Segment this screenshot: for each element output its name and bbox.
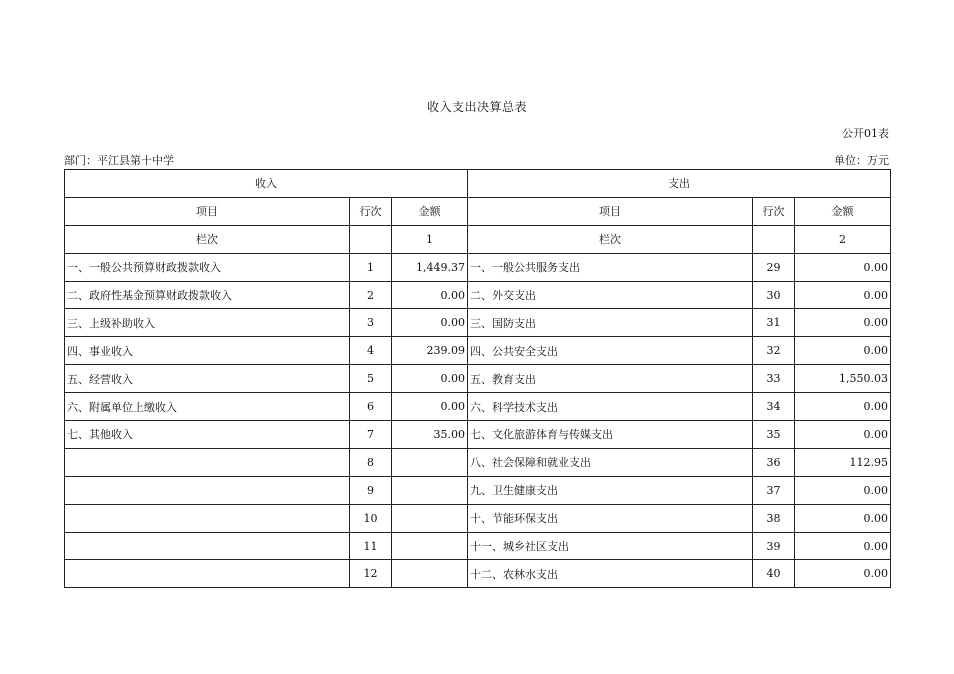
income-row-no-cell: 2 bbox=[350, 281, 392, 309]
department-label: 部门：平江县第十中学 bbox=[64, 154, 174, 167]
income-column-blank bbox=[350, 225, 392, 253]
expense-item-cell: 六、科学技术支出 bbox=[468, 393, 753, 421]
income-row-no-cell: 12 bbox=[350, 560, 392, 588]
income-row-no-cell: 1 bbox=[350, 253, 392, 281]
unit-label: 单位：万元 bbox=[834, 154, 889, 167]
income-amount-cell: 0.00 bbox=[392, 393, 468, 421]
table-row bbox=[65, 365, 891, 393]
form-number: 公开01表 bbox=[842, 127, 889, 140]
expense-amount-cell: 0.00 bbox=[795, 337, 891, 365]
income-amount-header: 金额 bbox=[392, 197, 468, 225]
income-item-cell: 四、事业收入 bbox=[65, 337, 350, 365]
income-amount-cell bbox=[392, 504, 468, 532]
expense-amount-cell: 112.95 bbox=[795, 448, 891, 476]
income-amount-cell: 239.09 bbox=[392, 337, 468, 365]
expense-row-no-cell: 36 bbox=[753, 448, 795, 476]
expense-amount-cell: 1,550.03 bbox=[795, 365, 891, 393]
expense-row-no-header: 行次 bbox=[753, 197, 795, 225]
expense-row-no-cell: 38 bbox=[753, 504, 795, 532]
income-item-cell bbox=[65, 476, 350, 504]
expense-row-no-cell: 39 bbox=[753, 532, 795, 560]
income-item-cell: 五、经营收入 bbox=[65, 365, 350, 393]
expense-item-cell: 十、节能环保支出 bbox=[468, 504, 753, 532]
income-row-no-cell: 3 bbox=[350, 309, 392, 337]
expense-amount-cell: 0.00 bbox=[795, 476, 891, 504]
income-item-cell: 七、其他收入 bbox=[65, 421, 350, 449]
expense-item-cell: 三、国防支出 bbox=[468, 309, 753, 337]
income-row-no-cell: 8 bbox=[350, 448, 392, 476]
expense-row-no-cell: 34 bbox=[753, 393, 795, 421]
expense-amount-cell: 0.00 bbox=[795, 421, 891, 449]
income-amount-cell bbox=[392, 560, 468, 588]
income-amount-cell bbox=[392, 476, 468, 504]
table-row bbox=[65, 476, 891, 504]
income-item-cell: 六、附属单位上缴收入 bbox=[65, 393, 350, 421]
table-row bbox=[65, 281, 891, 309]
table-row bbox=[65, 532, 891, 560]
page-title: 收入支出决算总表 bbox=[426, 100, 527, 114]
expense-item-cell: 九、卫生健康支出 bbox=[468, 476, 753, 504]
expense-item-cell: 四、公共安全支出 bbox=[468, 337, 753, 365]
table-row bbox=[65, 448, 891, 476]
income-expense-table bbox=[64, 169, 891, 588]
table-row bbox=[65, 421, 891, 449]
expense-amount-header: 金额 bbox=[795, 197, 891, 225]
expense-row-no-cell: 35 bbox=[753, 421, 795, 449]
expense-item-cell: 一、一般公共服务支出 bbox=[468, 253, 753, 281]
table-row bbox=[65, 309, 891, 337]
expense-section-header: 支出 bbox=[468, 170, 891, 198]
income-row-no-header: 行次 bbox=[350, 197, 392, 225]
income-row-no-cell: 11 bbox=[350, 532, 392, 560]
expense-amount-cell: 0.00 bbox=[795, 560, 891, 588]
income-column-label: 栏次 bbox=[65, 225, 350, 253]
expense-column-blank bbox=[753, 225, 795, 253]
income-row-no-cell: 4 bbox=[350, 337, 392, 365]
expense-amount-cell: 0.00 bbox=[795, 532, 891, 560]
expense-item-cell: 五、教育支出 bbox=[468, 365, 753, 393]
expense-amount-cell: 0.00 bbox=[795, 253, 891, 281]
table-row bbox=[65, 504, 891, 532]
income-amount-cell bbox=[392, 448, 468, 476]
income-item-cell: 二、政府性基金预算财政拨款收入 bbox=[65, 281, 350, 309]
expense-item-cell: 八、社会保障和就业支出 bbox=[468, 448, 753, 476]
table-row bbox=[65, 253, 891, 281]
expense-amount-cell: 0.00 bbox=[795, 504, 891, 532]
income-item-cell: 一、一般公共预算财政拨款收入 bbox=[65, 253, 350, 281]
expense-row-no-cell: 32 bbox=[753, 337, 795, 365]
expense-item-cell: 七、文化旅游体育与传媒支出 bbox=[468, 421, 753, 449]
table-row bbox=[65, 393, 891, 421]
expense-amount-cell: 0.00 bbox=[795, 393, 891, 421]
income-amount-cell: 0.00 bbox=[392, 281, 468, 309]
expense-item-cell: 十二、农林水支出 bbox=[468, 560, 753, 588]
income-amount-cell: 1,449.37 bbox=[392, 253, 468, 281]
income-column-number: 1 bbox=[392, 225, 468, 253]
income-item-cell bbox=[65, 560, 350, 588]
expense-column-label: 栏次 bbox=[468, 225, 753, 253]
income-item-cell bbox=[65, 504, 350, 532]
expense-column-number: 2 bbox=[795, 225, 891, 253]
income-section-header: 收入 bbox=[65, 170, 468, 198]
expense-amount-cell: 0.00 bbox=[795, 309, 891, 337]
header-row-columns bbox=[65, 197, 891, 225]
income-row-no-cell: 6 bbox=[350, 393, 392, 421]
expense-row-no-cell: 37 bbox=[753, 476, 795, 504]
income-item-cell: 三、上级补助收入 bbox=[65, 309, 350, 337]
expense-row-no-cell: 29 bbox=[753, 253, 795, 281]
expense-row-no-cell: 33 bbox=[753, 365, 795, 393]
income-item-cell bbox=[65, 448, 350, 476]
income-item-cell bbox=[65, 532, 350, 560]
table-row bbox=[65, 560, 891, 588]
expense-row-no-cell: 31 bbox=[753, 309, 795, 337]
expense-amount-cell: 0.00 bbox=[795, 281, 891, 309]
income-amount-cell: 0.00 bbox=[392, 309, 468, 337]
income-row-no-cell: 5 bbox=[350, 365, 392, 393]
expense-item-header: 项目 bbox=[468, 197, 753, 225]
income-row-no-cell: 7 bbox=[350, 421, 392, 449]
table-row bbox=[65, 337, 891, 365]
header-row-column-numbers bbox=[65, 225, 891, 253]
expense-row-no-cell: 40 bbox=[753, 560, 795, 588]
income-amount-cell: 0.00 bbox=[392, 365, 468, 393]
income-amount-cell bbox=[392, 532, 468, 560]
income-row-no-cell: 10 bbox=[350, 504, 392, 532]
expense-row-no-cell: 30 bbox=[753, 281, 795, 309]
income-item-header: 项目 bbox=[65, 197, 350, 225]
expense-item-cell: 十一、城乡社区支出 bbox=[468, 532, 753, 560]
header-row-sections bbox=[65, 170, 891, 198]
income-row-no-cell: 9 bbox=[350, 476, 392, 504]
income-amount-cell: 35.00 bbox=[392, 421, 468, 449]
expense-item-cell: 二、外交支出 bbox=[468, 281, 753, 309]
